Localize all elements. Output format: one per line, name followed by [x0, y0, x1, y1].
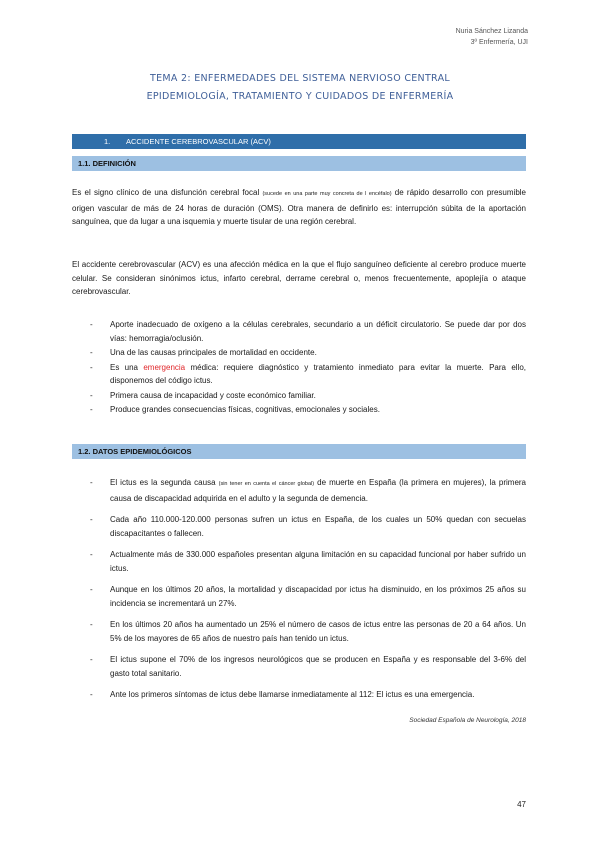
- list-item: [72, 346, 526, 360]
- dash-marker: -: [90, 550, 93, 559]
- definition-text-b: de rápido desarrollo con presumible origen vascular de más de 24 horas de duración (OMS). Otra manera de definirlo es: interrupción súbita de la aportación sanguínea, que da lugar a una isquemia y muerte tisular de una región cerebral.: [72, 188, 526, 226]
- course-label: 3º Enfermería, UJI: [470, 39, 528, 46]
- list-item: [72, 688, 526, 702]
- definition-note: (sucede en una parte muy concreta de l encéfalo): [262, 191, 392, 197]
- list-item-text: de muerte en España (la primera en mujeres), la primera causa de discapacidad adquirida en el adulto y la segunda de demencia.: [110, 478, 527, 503]
- list-item-text: Primera causa de incapacidad y coste económico familiar.: [110, 390, 316, 400]
- title-line-1: TEMA 2: ENFERMEDADES DEL SISTEMA NERVIOSO CENTRAL: [150, 73, 450, 84]
- list-item-note: (sin tener en cuenta el cáncer global): [218, 481, 315, 487]
- section-heading-1: [72, 134, 526, 149]
- dash-marker: -: [90, 348, 93, 357]
- list-item-text: El ictus supone el 70% de los ingresos neurológicos que se producen en España y es responsable del 3-6% del gasto total sanitario.: [110, 655, 526, 678]
- emergency-highlight: emergencia: [143, 362, 186, 372]
- list-item-text: El ictus es la segunda causa: [110, 478, 216, 487]
- list-item: [72, 476, 526, 505]
- subsection-heading-definicion: 1.1. DEFINICIÓN: [72, 156, 526, 171]
- list-item: [72, 618, 526, 645]
- dash-marker: -: [90, 585, 93, 594]
- source-citation: Sociedad Española de Neurología, 2018: [409, 717, 526, 724]
- list-item: [72, 583, 526, 610]
- list-item: [72, 318, 526, 345]
- list-item-text: Actualmente más de 330.000 españoles presentan alguna limitación en su capacidad funcional por haber sufrido un ictus.: [110, 550, 526, 573]
- dash-marker: -: [90, 620, 93, 629]
- list-item-text: Aporte inadecuado de oxígeno a la células cerebrales, secundario a un déficit circulatorio. Se puede dar por dos vías: hemorragia/oclusión.: [110, 320, 526, 343]
- page-number: 47: [517, 800, 526, 809]
- definition-bullet-list: [72, 318, 526, 418]
- section-number: 1.: [104, 137, 111, 146]
- list-item-text: Ante los primeros síntomas de ictus debe llamarse inmediatamente al 112: El ictus es una emergencia.: [110, 690, 475, 699]
- dash-marker: -: [90, 405, 93, 414]
- dash-marker: -: [90, 390, 93, 400]
- list-item: [72, 361, 526, 388]
- dash-marker: -: [90, 515, 93, 524]
- list-item-text: En los últimos 20 años ha aumentado un 25% el número de casos de ictus entre las personas de 20 a 64 años. Un 5% de los mayores de 65 años de nuestro país han tenido un ictus.: [110, 620, 526, 643]
- author-name: Nuria Sánchez Lizanda: [455, 28, 528, 35]
- list-item: [72, 403, 526, 417]
- list-item: [72, 513, 526, 540]
- list-item-text: Es una: [110, 362, 138, 372]
- list-item-text: Produce grandes consecuencias físicas, cognitivas, emocionales y sociales.: [110, 405, 380, 414]
- page-header: [456, 26, 528, 48]
- list-item-text: Cada año 110.000-120.000 personas sufren un ictus en España, de los cuales un 50% quedan con secuelas discapacitantes o fallecen.: [110, 515, 526, 538]
- dash-marker: -: [90, 478, 93, 487]
- subsection-heading-epidemiologia: 1.2. DATOS EPIDEMIOLÓGICOS: [72, 444, 526, 459]
- definition-text-a: Es el signo clínico de una disfunción cerebral focal: [72, 188, 260, 197]
- list-item: [72, 548, 526, 575]
- definition-paragraph: [72, 186, 526, 229]
- list-item: [72, 653, 526, 680]
- title-line-2: EPIDEMIOLOGÍA, TRATAMIENTO Y CUIDADOS DE ENFERMERÍA: [146, 91, 454, 102]
- list-item-text: Aunque en los últimos 20 años, la mortalidad y discapacidad por ictus ha disminuido, en los próximos 25 años su incidencia se incrementará un 27%.: [110, 585, 526, 608]
- dash-marker: -: [90, 690, 93, 699]
- section-title: ACCIDENTE CEREBROVASCULAR (ACV): [126, 137, 271, 146]
- list-item-text: Una de las causas principales de mortalidad en occidente.: [110, 348, 317, 357]
- list-item: [72, 389, 526, 403]
- dash-marker: -: [90, 655, 93, 664]
- acv-paragraph: El accidente cerebrovascular (ACV) es una afección médica en la que el flujo sanguíneo deficiente al cerebro produce muerte celular. Se consideran sinónimos ictus, infarto cerebral, derrame cerebral o, menos frecuentemente, apoplejía o ataque cerebrovascular.: [72, 260, 526, 296]
- document-title: [0, 70, 600, 106]
- epidemiology-bullet-list: [72, 476, 526, 710]
- dash-marker: -: [90, 320, 93, 329]
- dash-marker: -: [90, 362, 93, 372]
- list-item-text: médica: requiere diagnóstico y tratamiento inmediato para evitar la muerte. Para ello, disponemos del código ictus.: [110, 362, 526, 385]
